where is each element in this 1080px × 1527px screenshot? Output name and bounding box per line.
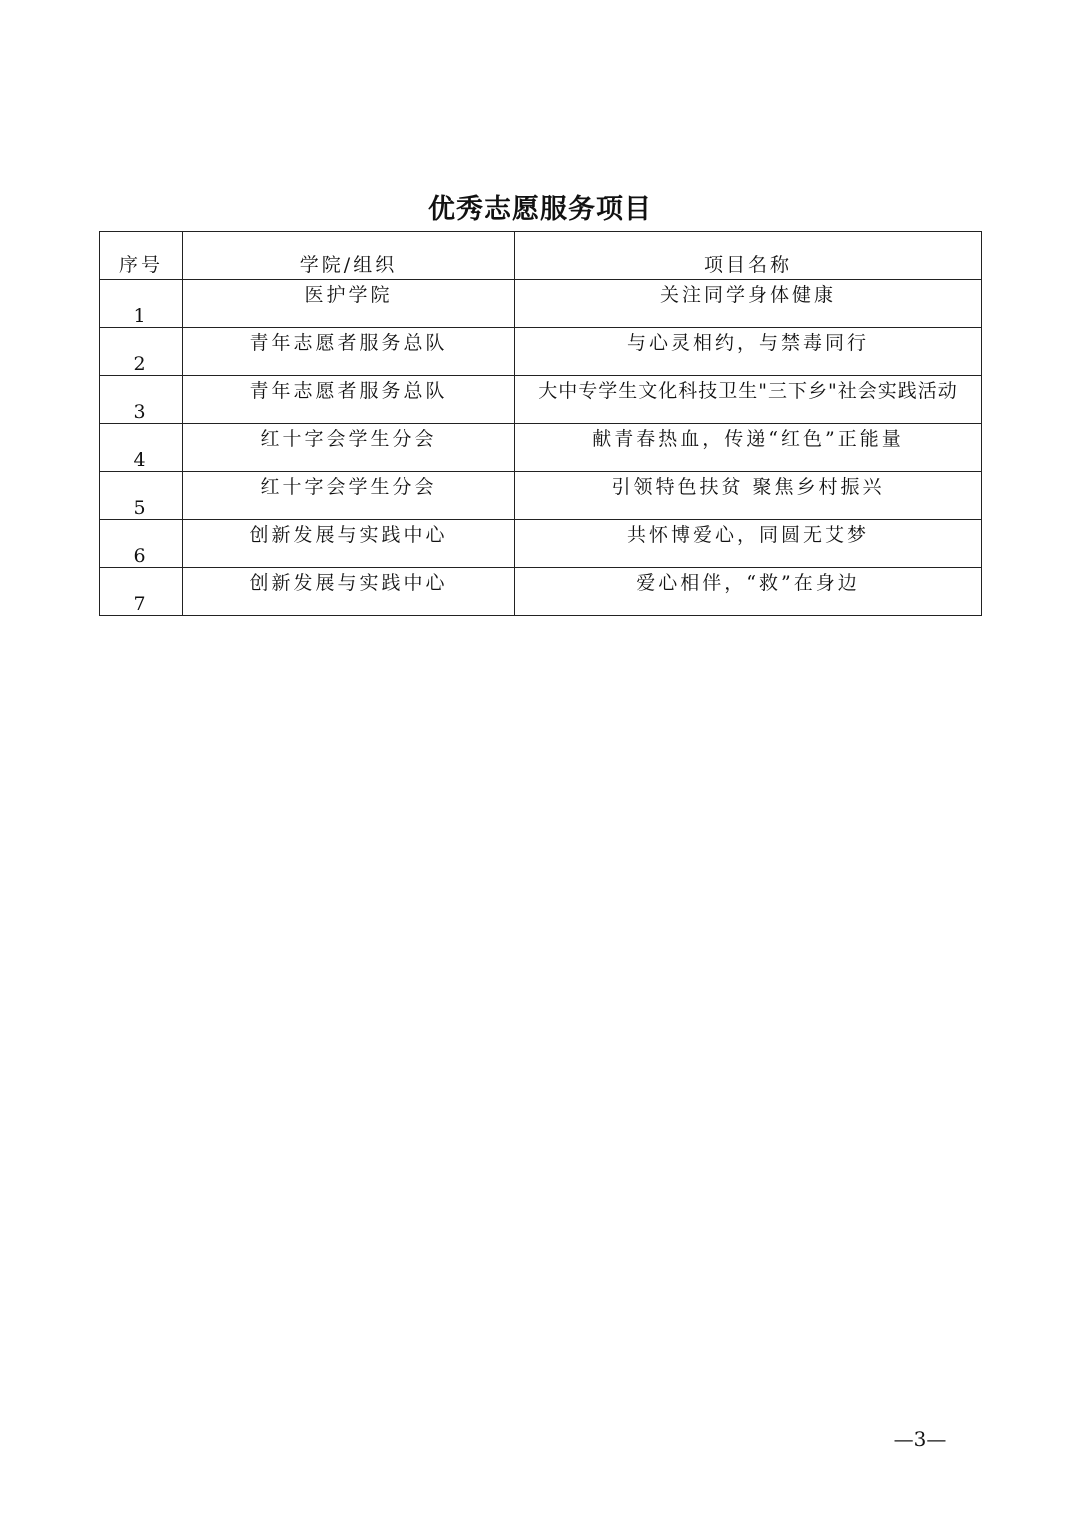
row-project-name: 引领特色扶贫 聚焦乡村振兴 [515,472,982,520]
row-number: 1 [100,280,183,328]
row-number: 4 [100,424,183,472]
header-org: 学院/组织 [183,232,515,280]
page-title: 优秀志愿服务项目 [428,194,652,225]
row-project-name: 爱心相伴，“救”在身边 [515,568,982,616]
row-number: 6 [100,520,183,568]
row-org: 创新发展与实践中心 [183,568,515,616]
row-org: 医护学院 [183,280,515,328]
table-row [100,328,982,376]
header-name: 项目名称 [515,232,982,280]
table-row [100,472,982,520]
table-row [100,424,982,472]
row-number: 3 [100,376,183,424]
table-row [100,280,982,328]
row-number: 5 [100,472,183,520]
row-org: 青年志愿者服务总队 [183,328,515,376]
row-project-name: 大中专学生文化科技卫生"三下乡"社会实践活动 [515,376,982,424]
table-row [100,376,982,424]
row-number: 2 [100,328,183,376]
row-project-name: 与心灵相约，与禁毒同行 [515,328,982,376]
page-number: —3— [893,1427,947,1451]
row-project-name: 共怀博爱心，同圆无艾梦 [515,520,982,568]
row-org: 红十字会学生分会 [183,472,515,520]
row-org: 创新发展与实践中心 [183,520,515,568]
table-header-row [100,232,982,280]
projects-table [99,231,982,616]
row-org: 青年志愿者服务总队 [183,376,515,424]
header-no: 序号 [100,232,183,280]
row-project-name: 关注同学身体健康 [515,280,982,328]
row-number: 7 [100,568,183,616]
row-project-name: 献青春热血，传递“红色”正能量 [515,424,982,472]
row-org: 红十字会学生分会 [183,424,515,472]
table-row [100,568,982,616]
table-row [100,520,982,568]
